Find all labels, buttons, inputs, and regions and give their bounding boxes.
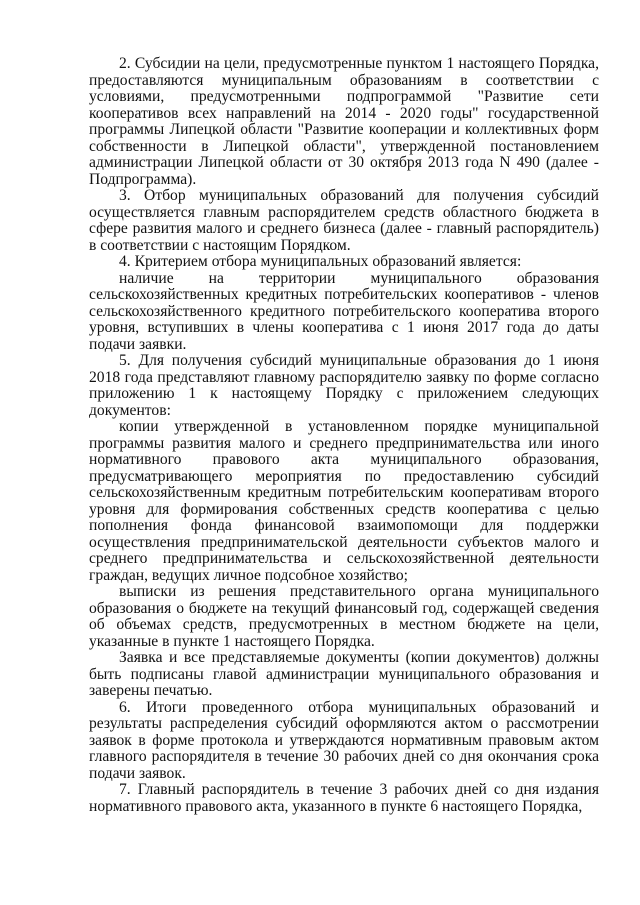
- document-page: [89, 56, 599, 815]
- paragraph-4: 4. Критерием отбора муниципальных образований является:: [119, 253, 522, 270]
- paragraph-7: 7. Главный распорядитель в течение 3 рабочих дней со дня издания нормативного правового акта, указанного в пункте 6 настоящего Порядка,: [89, 781, 599, 815]
- paragraph-2: 2. Субсидии на цели, предусмотренные пунктом 1 настоящего Порядка, предоставляются муниципальным образованиям в соответствии с условиями, предусмотренными подпрограммой "Развитие сети кооперативов всех направлений на 2014 - 2020 годы" государственной программы Липецкой области "Развитие кооперации и коллективных форм собственности в Липецкой области", утвержденной постановлением администрации Липецкой области от 30 октября 2013 года N 490 (далее - Подпрограмма).: [89, 55, 599, 188]
- paragraph-6: 6. Итоги проведенного отбора муниципальных образований и результаты распределения субсидий оформляются актом о рассмотрении заявок в форме протокола и утверждаются нормативным правовым актом главного распорядителя в течение 30 рабочих дней со дня окончания срока подачи заявок.: [89, 698, 599, 782]
- paragraph-5-program-copies: копии утвержденной в установленном порядке муниципальной программы развития малого и среднего предпринимательства или иного нормативного правового акта муниципального образования, предусматривающего мероприятия по предоставлению субсидий сельскохозяйственным кредитным потребительским кооперативам второго уровня для формирования собственных средств кооператива с целью пополнения фонда финансовой взаимопомощи для поддержки осуществления предпринимательской деятельности субъектов малого и среднего предпринимательства и сельскохозяйственной деятельности граждан, ведущих личное подсобное хозяйство;: [89, 418, 599, 584]
- paragraph-4-criterion: наличие на территории муниципального образования сельскохозяйственных кредитных потребительских кооперативов - членов сельскохозяйственного кредитного потребительского кооператива второго уровня, вступивших в члены кооператива с 1 июня 2017 года до даты подачи заявки.: [89, 269, 599, 353]
- paragraph-5-budget-extract: выписки из решения представительного органа муниципального образования о бюджете на текущий финансовый год, содержащей сведения об объемах средств, предусмотренных в местном бюджете на цели, указанные в пункте 1 настоящего Порядка.: [89, 583, 599, 650]
- paragraph-3: 3. Отбор муниципальных образований для получения субсидий осуществляется главным распорядителем средств областного бюджета в сфере развития малого и среднего бизнеса (далее - главный распорядитель) в соответствии с настоящим Порядком.: [89, 187, 599, 254]
- paragraph-5-signature-note: Заявка и все представляемые документы (копии документов) должны быть подписаны главой администрации муниципального образования и заверены печатью.: [89, 649, 599, 699]
- paragraph-5: 5. Для получения субсидий муниципальные образования до 1 июня 2018 года представляют главному распорядителю заявку по форме согласно приложению 1 к настоящему Порядку с приложением следующих документов:: [89, 352, 599, 419]
